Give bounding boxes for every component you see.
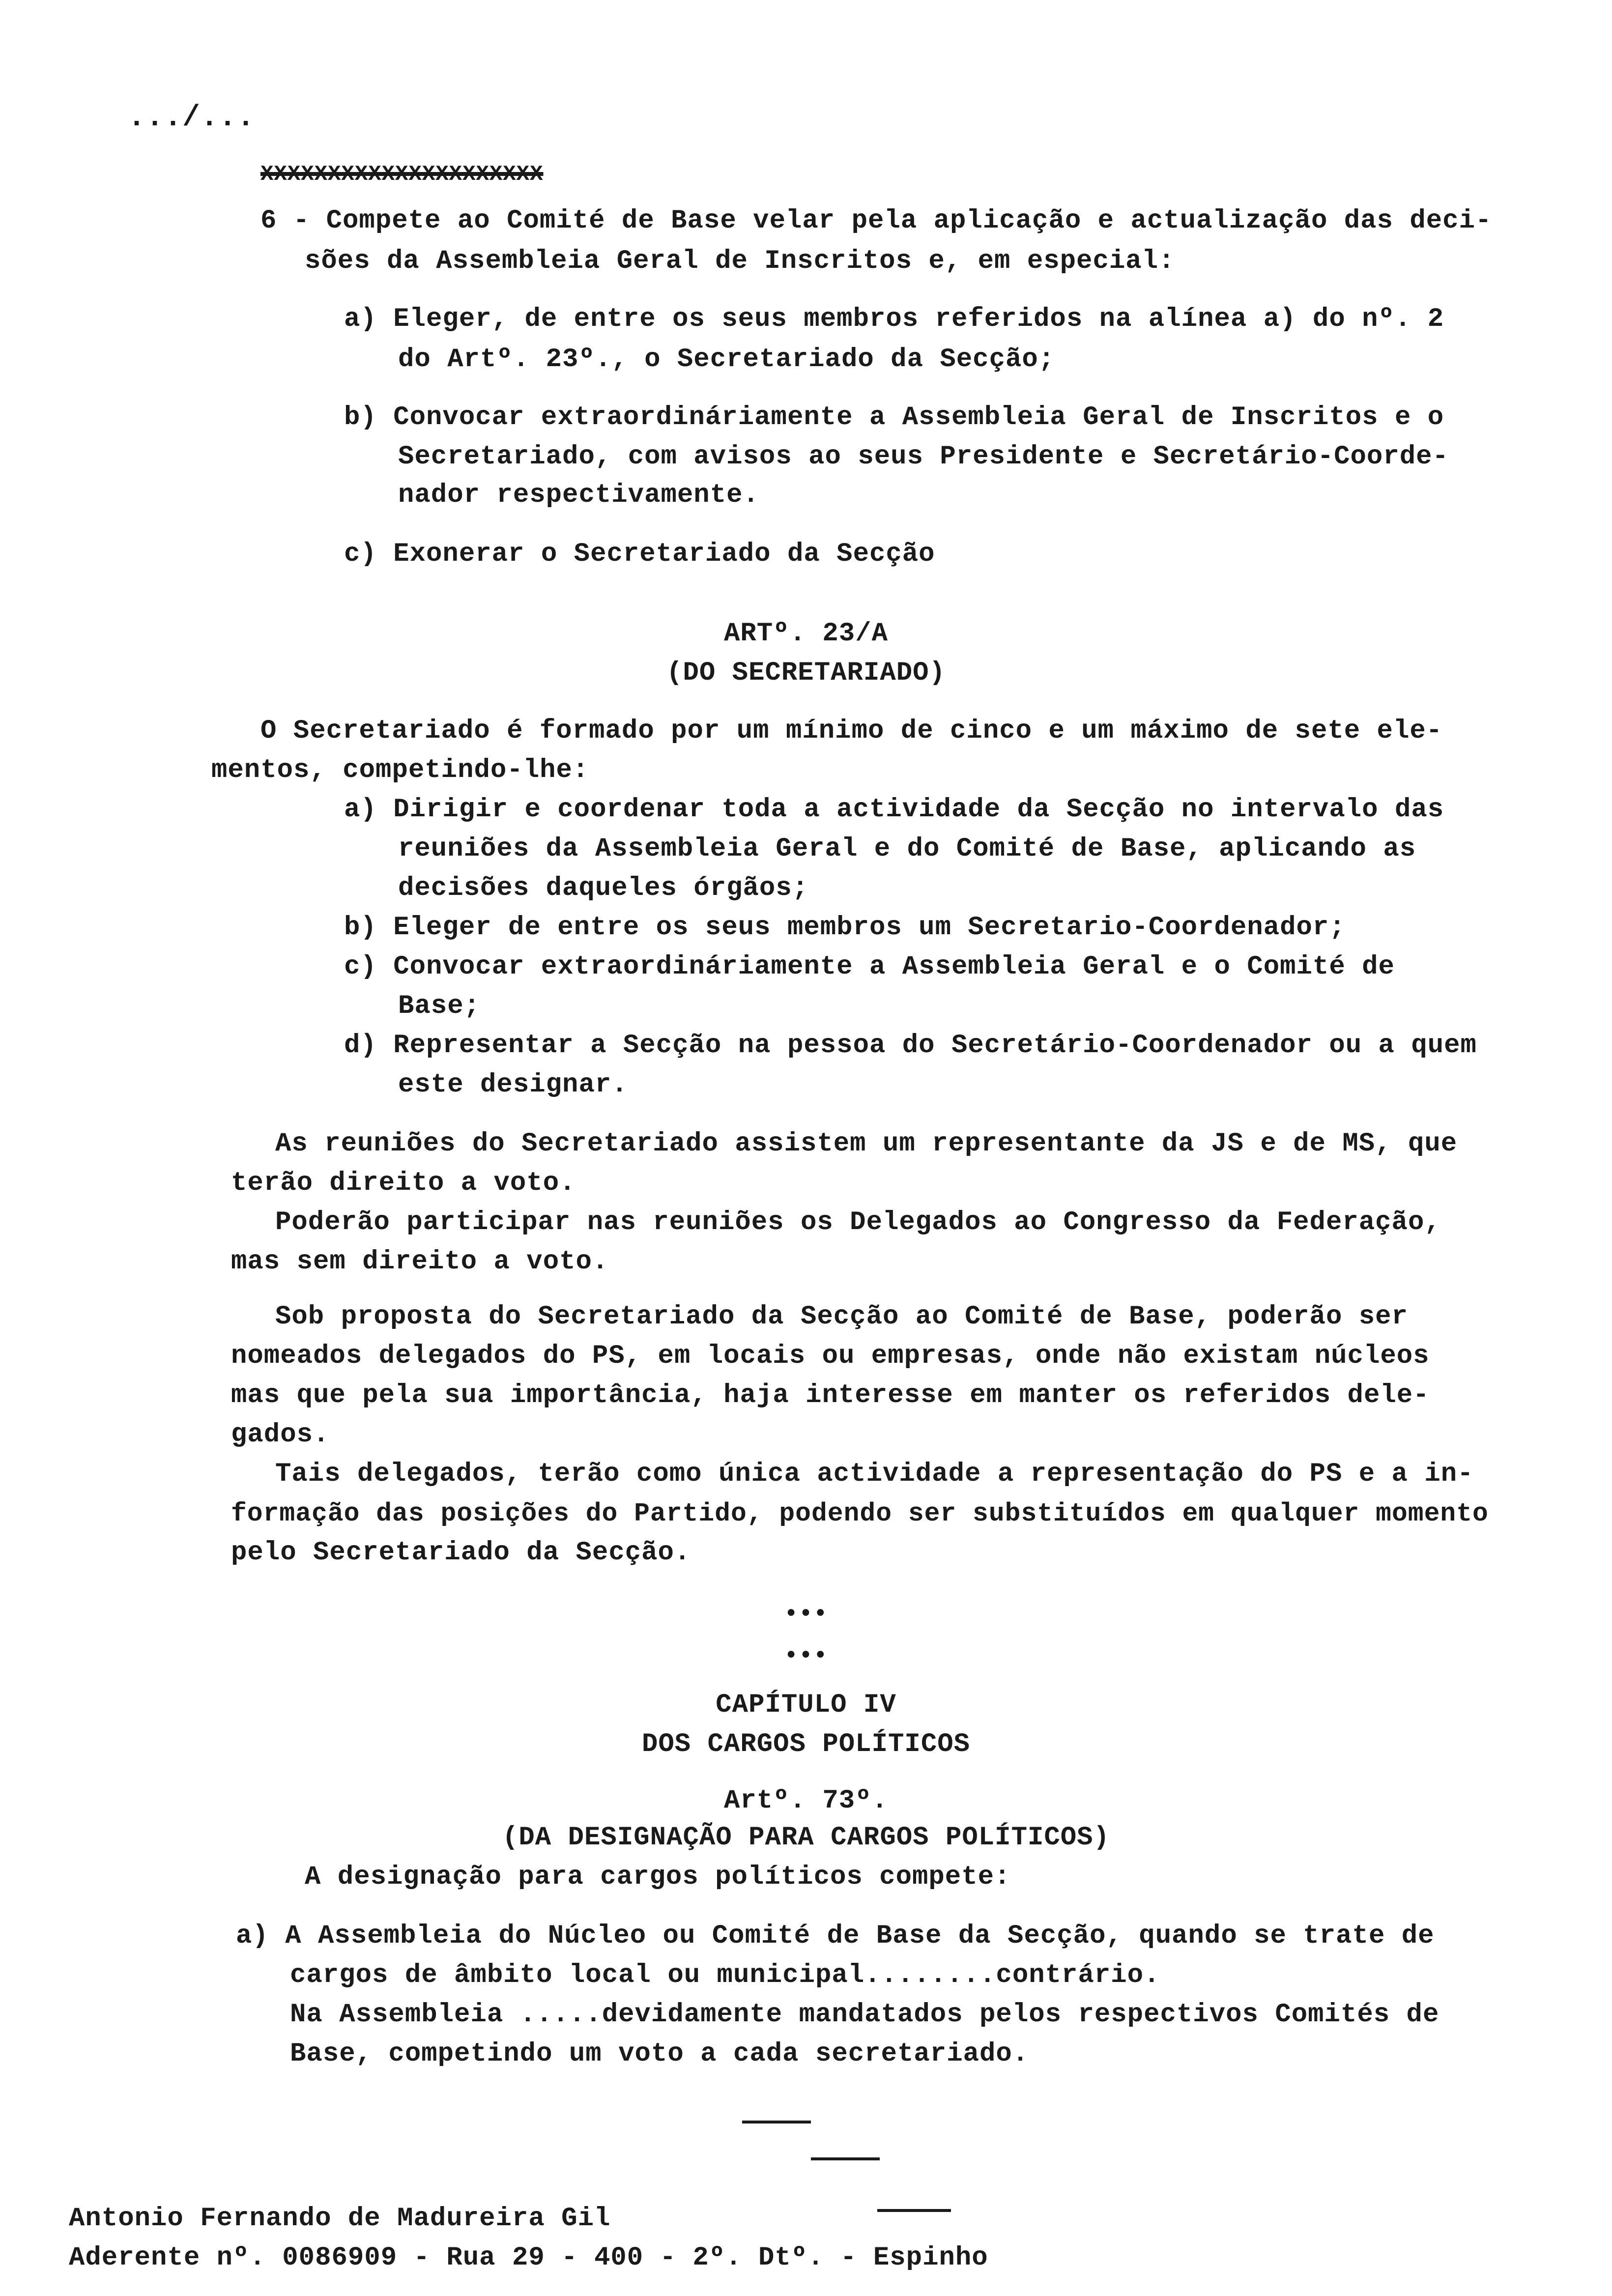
item6-line2: sões da Assembleia Geral de Inscritos e, em especial: (305, 246, 1175, 276)
art23a-para3-line1: Poderão participar nas reuniões os Delegados ao Congresso da Federação, (275, 1207, 1441, 1237)
art23a-para1-line2: mentos, competindo-lhe: (211, 755, 589, 785)
continuation-marker: .../... (128, 101, 256, 135)
item6-c-line1: c) Exonerar o Secretariado da Secção (344, 539, 935, 569)
art23a-d-line1: d) Representar a Secção na pessoa do Secretário-Coordenador ou a quem (344, 1031, 1477, 1061)
art73-a-line2: cargos de âmbito local ou municipal........contrário. (290, 1960, 1160, 1990)
art23a-para1-line1: O Secretariado é formado por um mínimo de cinco e um máximo de sete ele- (260, 716, 1443, 746)
chapter4-subtitle: DOS CARGOS POLÍTICOS (641, 1729, 971, 1759)
chapter4-title: CAPÍTULO IV (716, 1690, 896, 1720)
art23a-subtitle: (DO SECRETARIADO) (666, 658, 946, 688)
art73-a-line1: a) A Assembleia do Núcleo ou Comité de Base da Secção, quando se trate de (236, 1921, 1435, 1951)
art23a-c-line2: Base; (398, 991, 481, 1021)
struck-out-heading: XXXXXXXXXXXXXXXXXXXXX (260, 162, 544, 187)
art23a-para2-line2: terão direito a voto. (231, 1168, 576, 1198)
art23a-c-line1: c) Convocar extraordináriamente a Assembleia Geral e o Comité de (344, 952, 1395, 982)
footer-name: Antonio Fernando de Madureira Gil (69, 2204, 611, 2234)
item6-b-line2: Secretariado, com avisos ao seus Presidente e Secretário-Coorde- (398, 442, 1449, 472)
art23a-para4-line1: Sob proposta do Secretariado da Secção ao Comité de Base, poderão ser (275, 1302, 1408, 1332)
item6-b-line3: nador respectivamente. (398, 480, 759, 510)
art23a-b-line1: b) Eleger de entre os seus membros um Secretario-Coordenador; (344, 913, 1346, 943)
ellipsis-2: ••• (784, 1643, 828, 1669)
art23a-para5-line2: formação das posições do Partido, podendo ser substituídos em qualquer momento (231, 1499, 1489, 1528)
art23a-a-line1: a) Dirigir e coordenar toda a actividade da Secção no intervalo das (344, 795, 1444, 825)
art23a-para5-line1: Tais delegados, terão como única actividade a representação do PS e a in- (275, 1459, 1474, 1489)
ellipsis-1: ••• (784, 1601, 828, 1628)
art23a-para4-line2: nomeados delegados do PS, em locais ou empresas, onde não existam núcleos (231, 1341, 1430, 1371)
item6-b-line1: b) Convocar extraordináriamente a Assembleia Geral de Inscritos e o (344, 402, 1444, 432)
art23a-a-line2: reuniões da Assembleia Geral e do Comité de Base, aplicando as (398, 834, 1416, 864)
art23a-title: ARTº. 23/A (723, 619, 889, 649)
art73-a-line3: Na Assembleia .....devidamente mandatados pelos respectivos Comités de (290, 2000, 1439, 2030)
item6-a-line1: a) Eleger, de entre os seus membros referidos na alínea a) do nº. 2 (344, 304, 1444, 334)
art73-title: Artº. 73º. (723, 1786, 889, 1816)
art23a-para3-line2: mas sem direito a voto. (231, 1247, 609, 1277)
item6-line1: 6 - Compete ao Comité de Base velar pela aplicação e actualização das deci- (260, 206, 1492, 236)
art23a-para5-line3: pelo Secretariado da Secção. (231, 1538, 691, 1568)
separator-rule-2 (811, 2157, 880, 2160)
art73-a-line4: Base, competindo um voto a cada secretariado. (290, 2039, 1029, 2069)
footer-address: Aderente nº. 0086909 - Rua 29 - 400 - 2º. Dtº. - Espinho (69, 2243, 988, 2273)
art23a-para2-line1: As reuniões do Secretariado assistem um representante da JS e de MS, que (275, 1129, 1458, 1159)
item6-a-line2: do Artº. 23º., o Secretariado da Secção; (398, 344, 1055, 374)
art23a-d-line2: este designar. (398, 1070, 628, 1100)
art23a-a-line3: decisões daqueles órgãos; (398, 873, 809, 903)
art23a-para4-line3: mas que pela sua importância, haja interesse em manter os referidos dele- (231, 1380, 1430, 1410)
art23a-para4-line4: gados. (231, 1420, 330, 1450)
art73-subtitle: (DA DESIGNAÇÃO PARA CARGOS POLÍTICOS) (502, 1823, 1110, 1853)
separator-rule-1 (742, 2121, 811, 2124)
art73-intro: A designação para cargos políticos compete: (305, 1862, 1011, 1892)
separator-rule-3 (877, 2209, 951, 2212)
